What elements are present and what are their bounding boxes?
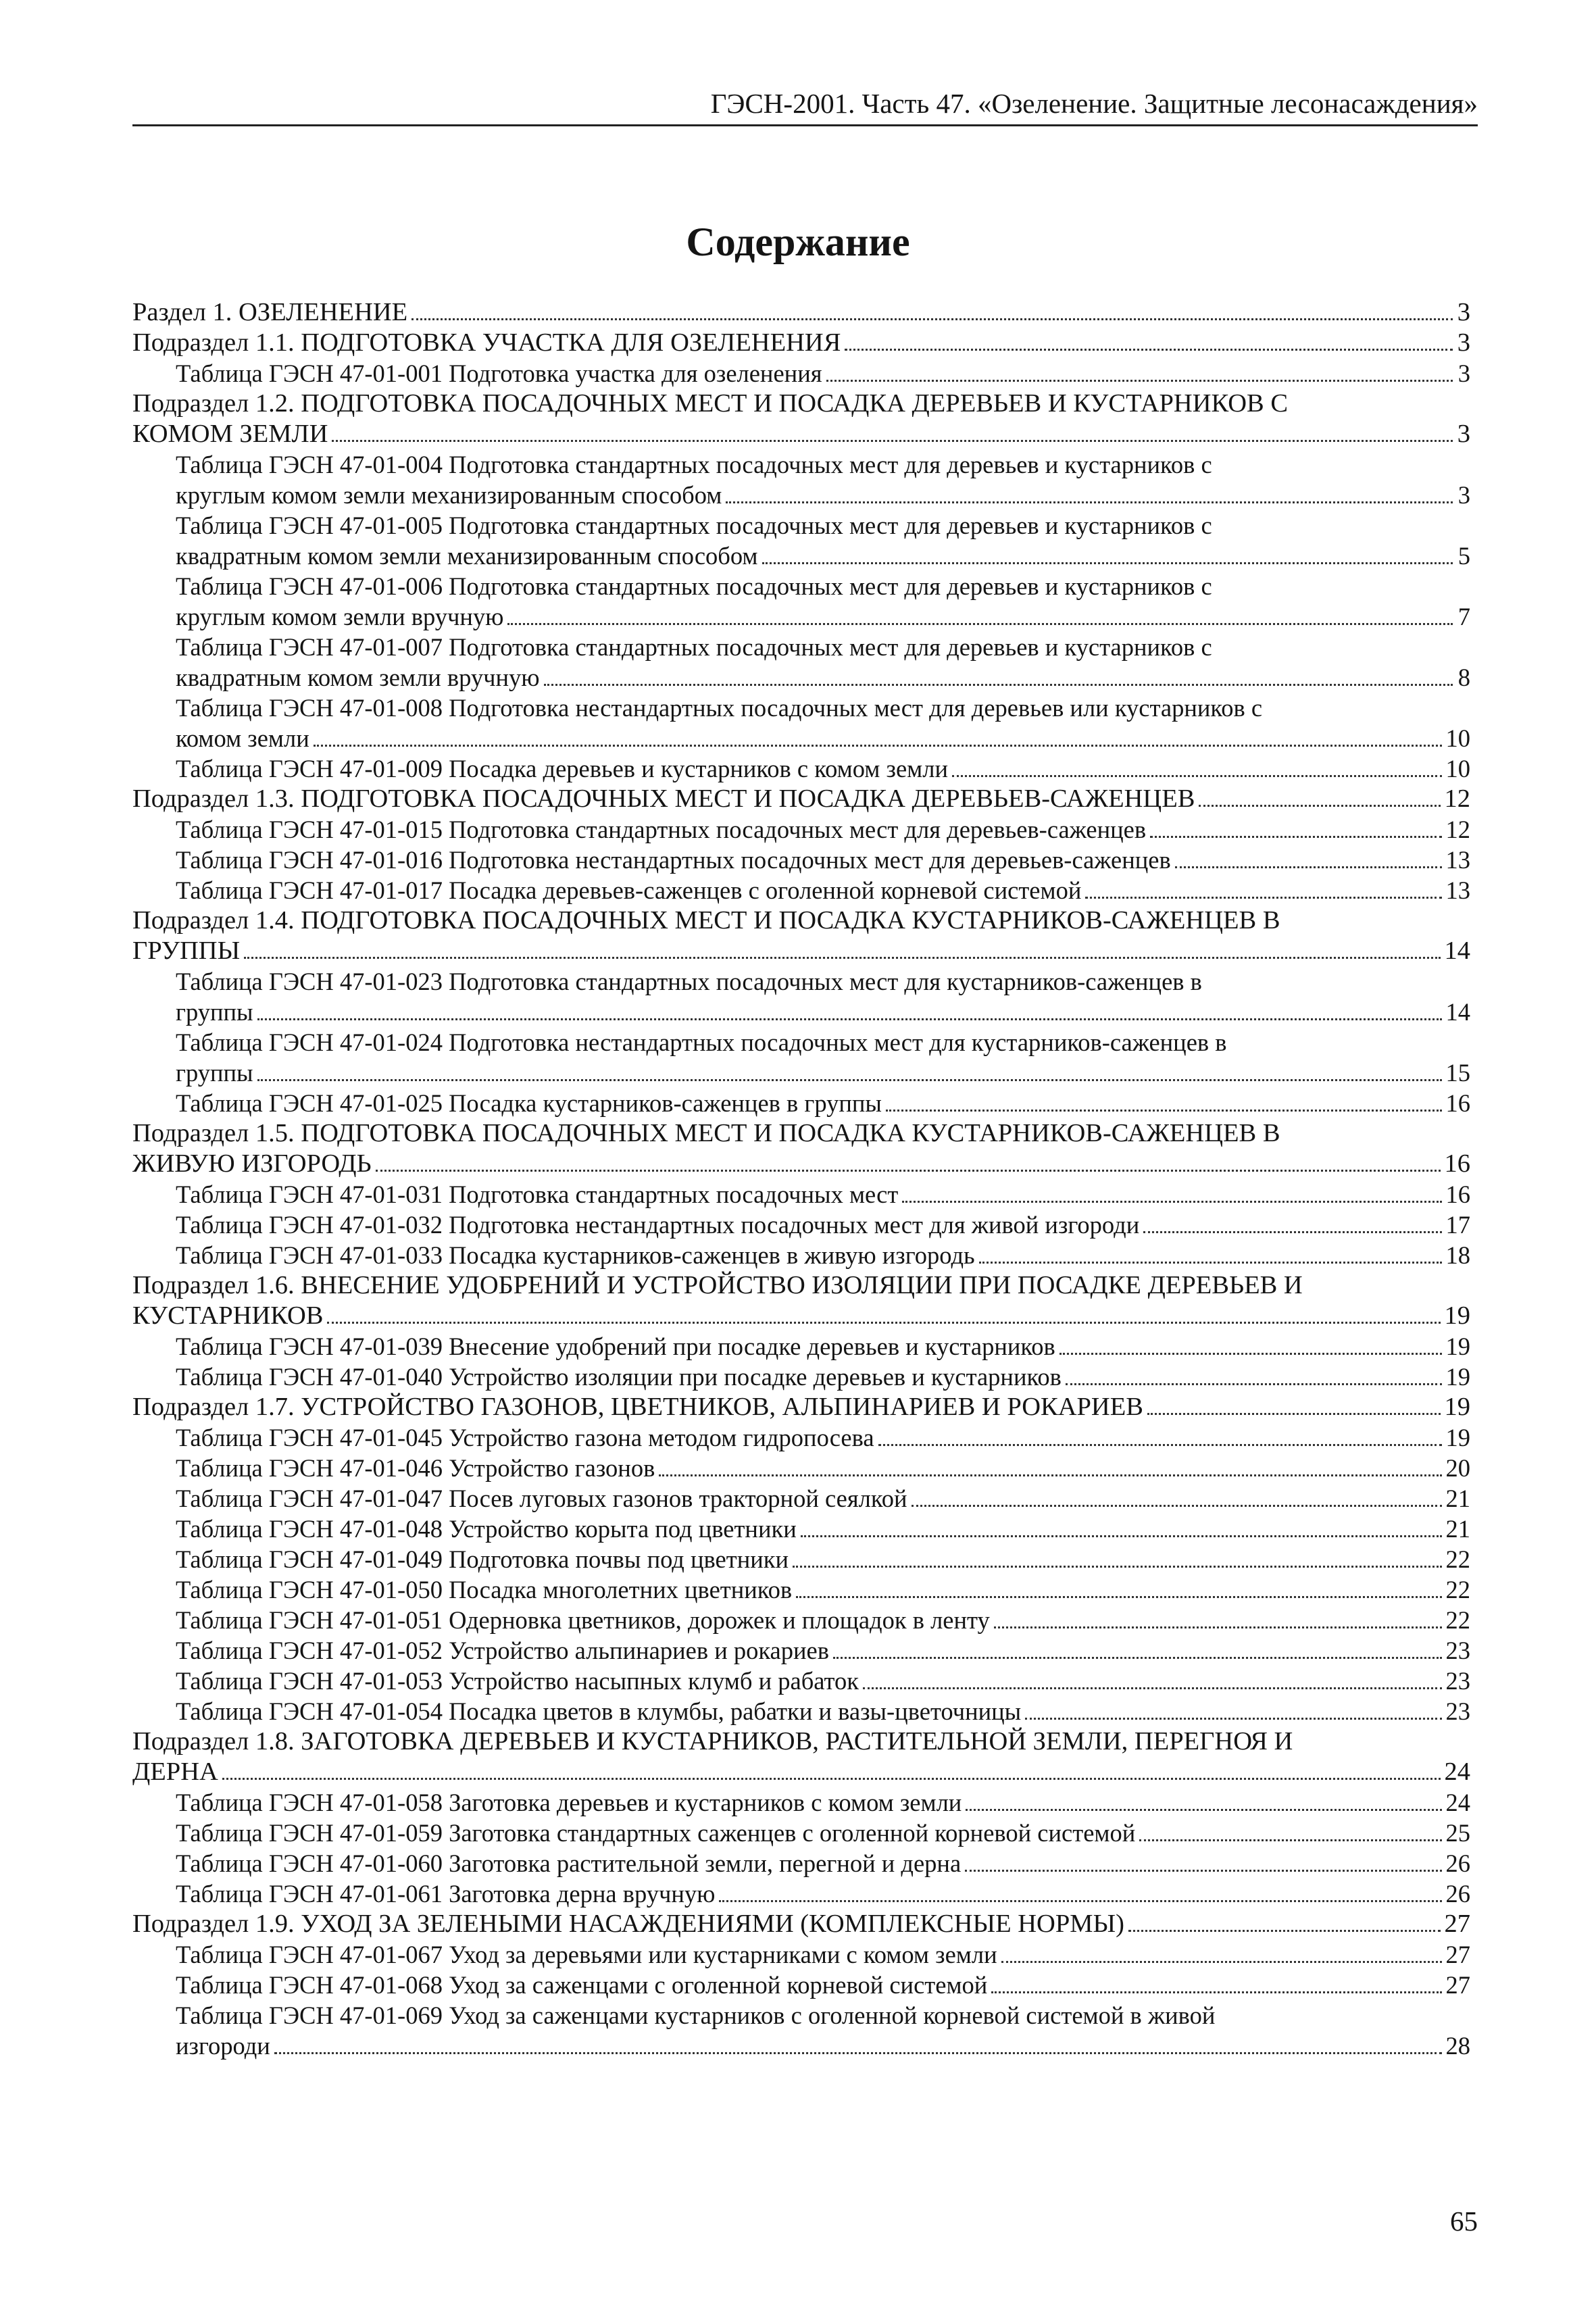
dot-leader <box>991 1991 1441 1993</box>
dot-leader <box>863 1687 1442 1689</box>
dot-leader <box>274 2052 1442 2054</box>
dot-leader <box>826 380 1453 382</box>
toc-page-number: 24 <box>1444 1758 1470 1786</box>
dot-leader <box>1025 1718 1441 1720</box>
toc-entry-text: круглым комом земли вручную <box>176 603 504 630</box>
dot-leader <box>878 1444 1442 1446</box>
toc-entry-table[interactable] <box>132 814 1470 845</box>
toc-entry-text: Таблица ГЭСН 47-01-050 Посадка многолетних цветников <box>176 1576 793 1603</box>
dot-leader <box>1128 1930 1441 1932</box>
toc-page-number: 23 <box>1445 1637 1470 1664</box>
toc-entry-text: Таблица ГЭСН 47-01-068 Уход за саженцами с оголенной корневой системой <box>176 1971 988 1999</box>
toc-entry-table[interactable] <box>132 1453 1470 1483</box>
toc-entry-text: квадратным комом земли механизированным способом <box>176 542 758 570</box>
toc-entry-table[interactable] <box>132 1635 1470 1666</box>
dot-leader <box>902 1201 1441 1203</box>
toc-page-number: 13 <box>1445 846 1470 874</box>
toc-entry-table[interactable] <box>132 845 1470 875</box>
toc-entry-table[interactable] <box>132 2000 1470 2061</box>
dot-leader <box>1085 897 1441 899</box>
dot-leader <box>796 1596 1441 1598</box>
dot-leader <box>314 745 1442 747</box>
toc-entry-text: Таблица ГЭСН 47-01-001 Подготовка участка для озеленения <box>176 359 822 387</box>
toc-page-number: 24 <box>1445 1789 1470 1816</box>
toc-page-number: 28 <box>1445 2032 1470 2060</box>
dot-leader <box>1150 836 1441 838</box>
toc-page-number: 16 <box>1444 1149 1470 1178</box>
dot-leader <box>544 684 1453 686</box>
toc-entry-table[interactable] <box>132 875 1470 905</box>
toc-entry-table[interactable] <box>132 1210 1470 1240</box>
toc-entry-table[interactable] <box>132 1696 1470 1726</box>
toc-page-number: 27 <box>1445 1941 1470 1968</box>
dot-leader <box>1066 1383 1442 1385</box>
toc-page-number: 8 <box>1457 664 1470 691</box>
toc-entry-table[interactable] <box>132 632 1470 693</box>
toc-entry-table[interactable] <box>132 1240 1470 1270</box>
toc-page-number: 22 <box>1445 1576 1470 1603</box>
toc-page-number: 16 <box>1445 1089 1470 1117</box>
toc-page-number: 27 <box>1444 1910 1470 1938</box>
toc-entry-text: ГРУППЫ <box>132 937 241 965</box>
dot-leader <box>719 1900 1441 1902</box>
toc-entry-text: Таблица ГЭСН 47-01-031 Подготовка стандартных посадочных мест <box>176 1180 899 1208</box>
dot-leader <box>979 1262 1442 1264</box>
toc-entry-text: Таблица ГЭСН 47-01-032 Подготовка нестандартных посадочных мест для живой изгороди <box>176 1211 1140 1239</box>
dot-leader <box>327 1322 1440 1324</box>
toc-page-number: 14 <box>1444 937 1470 965</box>
toc-entry-text: группы <box>176 998 253 1026</box>
toc-page-number: 19 <box>1445 1363 1470 1391</box>
toc-entry-text: Таблица ГЭСН 47-01-007 Подготовка стандартных посадочных мест для деревьев и кустарников с <box>176 633 1212 661</box>
table-of-contents <box>132 297 1470 2061</box>
toc-entry-section[interactable] <box>132 297 1470 328</box>
toc-entry-text: Таблица ГЭСН 47-01-008 Подготовка нестандартных посадочных мест для деревьев или кустарников с <box>176 694 1263 722</box>
toc-entry-table[interactable] <box>132 1179 1470 1210</box>
toc-entry-text: Таблица ГЭСН 47-01-045 Устройство газона методом гидропосева <box>176 1424 874 1451</box>
page-number: 65 <box>1450 2206 1478 2237</box>
toc-page-number: 23 <box>1445 1697 1470 1725</box>
toc-entry-table[interactable] <box>132 1027 1470 1088</box>
toc-entry-text: комом земли <box>176 724 309 752</box>
toc-entry-text: Таблица ГЭСН 47-01-009 Посадка деревьев и кустарников с комом земли <box>176 755 948 782</box>
toc-entry-table[interactable] <box>132 1605 1470 1635</box>
toc-page-number: 23 <box>1445 1667 1470 1695</box>
toc-page-number: 12 <box>1444 785 1470 813</box>
toc-entry-text: круглым комом земли механизированным способом <box>176 481 722 509</box>
toc-entry-text: Таблица ГЭСН 47-01-048 Устройство корыта под цветники <box>176 1515 797 1543</box>
dot-leader <box>1147 1413 1441 1415</box>
toc-entry-text: Подраздел 1.9. УХОД ЗА ЗЕЛЕНЫМИ НАСАЖДЕНИЯМИ (КОМПЛЕКСНЫЕ НОРМЫ) <box>132 1910 1124 1938</box>
toc-entry-table[interactable] <box>132 1514 1470 1544</box>
dot-leader <box>801 1535 1442 1537</box>
toc-entry-text: Таблица ГЭСН 47-01-016 Подготовка нестандартных посадочных мест для деревьев-саженцев <box>176 846 1171 874</box>
dot-leader <box>257 1079 1442 1081</box>
toc-entry-text: Таблица ГЭСН 47-01-046 Устройство газонов <box>176 1454 655 1482</box>
toc-page-number: 19 <box>1445 1333 1470 1360</box>
toc-page-number: 21 <box>1445 1515 1470 1543</box>
toc-entry-table[interactable] <box>132 693 1470 753</box>
toc-entry-text: Подраздел 1.3. ПОДГОТОВКА ПОСАДОЧНЫХ МЕСТ И ПОСАДКА ДЕРЕВЬЕВ-САЖЕНЦЕВ <box>132 785 1195 813</box>
toc-entry-table[interactable] <box>132 571 1470 632</box>
toc-page-number: 10 <box>1445 724 1470 752</box>
dot-leader <box>994 1626 1442 1628</box>
toc-page-number: 15 <box>1445 1059 1470 1087</box>
toc-entry-subsection[interactable] <box>132 328 1470 358</box>
toc-entry-table[interactable] <box>132 1483 1470 1514</box>
toc-entry-text: Таблица ГЭСН 47-01-059 Заготовка стандартных саженцев с оголенной корневой системой <box>176 1819 1136 1847</box>
toc-page-number: 3 <box>1457 420 1470 448</box>
toc-page-number: 5 <box>1457 542 1470 570</box>
toc-page-number: 26 <box>1445 1849 1470 1877</box>
toc-page-number: 19 <box>1445 1424 1470 1451</box>
dot-leader <box>376 1170 1441 1172</box>
dot-leader <box>507 623 1453 625</box>
toc-entry-table[interactable] <box>132 966 1470 1027</box>
toc-entry-text: Подраздел 1.7. УСТРОЙСТВО ГАЗОНОВ, ЦВЕТНИКОВ, АЛЬПИНАРИЕВ И РОКАРИЕВ <box>132 1393 1143 1421</box>
dot-leader <box>1059 1353 1442 1355</box>
toc-entry-text: Таблица ГЭСН 47-01-047 Посев луговых газонов тракторной сеялкой <box>176 1485 907 1512</box>
toc-page-number: 7 <box>1457 603 1470 630</box>
toc-entry-text: Таблица ГЭСН 47-01-067 Уход за деревьями или кустарниками с комом земли <box>176 1941 997 1968</box>
toc-entry-text: Таблица ГЭСН 47-01-052 Устройство альпинариев и рокариев <box>176 1637 829 1664</box>
dot-leader <box>912 1505 1442 1507</box>
toc-page-number: 3 <box>1457 359 1470 387</box>
toc-entry-text: Таблица ГЭСН 47-01-015 Подготовка стандартных посадочных мест для деревьев-саженцев <box>176 816 1147 843</box>
toc-entry-table[interactable] <box>132 358 1470 389</box>
dot-leader <box>1001 1961 1442 1963</box>
toc-page-number: 14 <box>1445 998 1470 1026</box>
dot-leader <box>332 440 1453 442</box>
toc-entry-table[interactable] <box>132 1544 1470 1574</box>
toc-entry-table[interactable] <box>132 1666 1470 1696</box>
dot-leader <box>793 1566 1441 1568</box>
dot-leader <box>833 1657 1442 1659</box>
toc-entry-text: КОМОМ ЗЕМЛИ <box>132 420 328 448</box>
toc-entry-text: Таблица ГЭСН 47-01-060 Заготовка растительной земли, перегной и дерна <box>176 1849 962 1877</box>
toc-entry-subsection[interactable] <box>132 784 1470 814</box>
toc-page-number: 22 <box>1445 1606 1470 1634</box>
dot-leader <box>412 318 1453 320</box>
toc-entry-table[interactable] <box>132 1574 1470 1605</box>
dot-leader <box>762 562 1453 564</box>
toc-entry-text: Таблица ГЭСН 47-01-049 Подготовка почвы под цветники <box>176 1545 789 1573</box>
toc-entry-text: Таблица ГЭСН 47-01-033 Посадка кустарников-саженцев в живую изгородь <box>176 1241 975 1269</box>
toc-entry-table[interactable] <box>132 1939 1470 1970</box>
toc-entry-text: группы <box>176 1059 253 1087</box>
toc-entry-table[interactable] <box>132 449 1470 510</box>
toc-entry-table[interactable] <box>132 1970 1470 2000</box>
dot-leader <box>257 1018 1442 1020</box>
toc-entry-text: Таблица ГЭСН 47-01-069 Уход за саженцами кустарников с оголенной корневой системой в живой <box>176 2001 1216 2029</box>
toc-page-number: 12 <box>1445 816 1470 843</box>
dot-leader <box>222 1778 1441 1780</box>
toc-entry-text: ДЕРНА <box>132 1758 218 1786</box>
toc-page-number: 25 <box>1445 1819 1470 1847</box>
toc-entry-text: Таблица ГЭСН 47-01-054 Посадка цветов в клумбы, рабатки и вазы-цветочницы <box>176 1697 1022 1725</box>
dot-leader <box>1139 1839 1441 1841</box>
toc-entry-text: ЖИВУЮ ИЗГОРОДЬ <box>132 1149 372 1178</box>
toc-entry-table[interactable] <box>132 1848 1470 1878</box>
toc-entry-subsection[interactable] <box>132 389 1470 449</box>
toc-entry-table[interactable] <box>132 1787 1470 1818</box>
dot-leader <box>845 349 1453 351</box>
toc-entry-table[interactable] <box>132 1422 1470 1453</box>
toc-entry-text: Таблица ГЭСН 47-01-058 Заготовка деревьев и кустарников с комом земли <box>176 1789 962 1816</box>
toc-entry-subsection[interactable] <box>132 1909 1470 1939</box>
dot-leader <box>1199 805 1440 807</box>
dot-leader <box>966 1809 1441 1811</box>
dot-leader <box>886 1110 1442 1112</box>
dot-leader <box>659 1474 1441 1476</box>
toc-page-number: 18 <box>1445 1241 1470 1269</box>
toc-page-number: 22 <box>1445 1545 1470 1573</box>
toc-entry-text: квадратным комом земли вручную <box>176 664 540 691</box>
toc-entry-table[interactable] <box>132 1818 1470 1848</box>
toc-entry-text: Подраздел 1.2. ПОДГОТОВКА ПОСАДОЧНЫХ МЕСТ И ПОСАДКА ДЕРЕВЬЕВ И КУСТАРНИКОВ С <box>132 389 1289 418</box>
toc-page-number: 21 <box>1445 1485 1470 1512</box>
toc-page-number: 26 <box>1445 1880 1470 1908</box>
toc-entry-text: изгороди <box>176 2032 270 2060</box>
toc-entry-text: Подраздел 1.5. ПОДГОТОВКА ПОСАДОЧНЫХ МЕСТ И ПОСАДКА КУСТАРНИКОВ-САЖЕНЦЕВ В <box>132 1119 1280 1147</box>
toc-entry-subsection[interactable] <box>132 1270 1470 1331</box>
toc-entry-text: КУСТАРНИКОВ <box>132 1301 324 1330</box>
running-header: ГЭСН-2001. Часть 47. «Озеленение. Защитные лесонасаждения» <box>710 88 1478 119</box>
toc-entry-text: Подраздел 1.1. ПОДГОТОВКА УЧАСТКА ДЛЯ ОЗЕЛЕНЕНИЯ <box>132 328 841 357</box>
toc-entry-table[interactable] <box>132 1362 1470 1392</box>
toc-entry-subsection[interactable] <box>132 1726 1470 1787</box>
toc-entry-table[interactable] <box>132 510 1470 571</box>
toc-entry-text: Подраздел 1.4. ПОДГОТОВКА ПОСАДОЧНЫХ МЕСТ И ПОСАДКА КУСТАРНИКОВ-САЖЕНЦЕВ В <box>132 906 1280 935</box>
toc-page-number: 13 <box>1445 876 1470 904</box>
toc-entry-table[interactable] <box>132 1088 1470 1118</box>
toc-entry-text: Раздел 1. ОЗЕЛЕНЕНИЕ <box>132 298 408 326</box>
toc-entry-text: Таблица ГЭСН 47-01-053 Устройство насыпных клумб и рабаток <box>176 1667 859 1695</box>
toc-entry-text: Таблица ГЭСН 47-01-005 Подготовка стандартных посадочных мест для деревьев и кустарников с <box>176 512 1212 539</box>
toc-page-number: 10 <box>1445 755 1470 782</box>
toc-page-number: 3 <box>1457 328 1470 357</box>
toc-page-number: 19 <box>1444 1301 1470 1330</box>
toc-entry-text: Таблица ГЭСН 47-01-051 Одерновка цветников, дорожек и площадок в ленту <box>176 1606 990 1634</box>
toc-entry-text: Таблица ГЭСН 47-01-023 Подготовка стандартных посадочных мест для кустарников-саженцев в <box>176 968 1202 995</box>
dot-leader <box>965 1870 1441 1872</box>
toc-page-number: 19 <box>1444 1393 1470 1421</box>
toc-entry-subsection[interactable] <box>132 1392 1470 1422</box>
toc-title: Содержание <box>686 220 910 264</box>
toc-entry-text: Таблица ГЭСН 47-01-061 Заготовка дерна вручную <box>176 1880 716 1908</box>
toc-entry-text: Таблица ГЭСН 47-01-039 Внесение удобрений при посадке деревьев и кустарников <box>176 1333 1055 1360</box>
toc-page-number: 16 <box>1445 1180 1470 1208</box>
toc-entry-text: Таблица ГЭСН 47-01-017 Посадка деревьев-саженцев с оголенной корневой системой <box>176 876 1082 904</box>
toc-entry-text: Таблица ГЭСН 47-01-040 Устройство изоляции при посадке деревьев и кустарников <box>176 1363 1062 1391</box>
dot-leader <box>1175 866 1442 868</box>
toc-page-number: 27 <box>1445 1971 1470 1999</box>
toc-entry-text: Таблица ГЭСН 47-01-006 Подготовка стандартных посадочных мест для деревьев и кустарников с <box>176 572 1212 600</box>
toc-entry-text: Таблица ГЭСН 47-01-025 Посадка кустарников-саженцев в группы <box>176 1089 882 1117</box>
toc-entry-text: Таблица ГЭСН 47-01-024 Подготовка нестандартных посадочных мест для кустарников-саженцев в <box>176 1028 1227 1056</box>
toc-entry-text: Подраздел 1.6. ВНЕСЕНИЕ УДОБРЕНИЙ И УСТРОЙСТВО ИЗОЛЯЦИИ ПРИ ПОСАДКЕ ДЕРЕВЬЕВ И <box>132 1271 1303 1299</box>
toc-page-number: 17 <box>1445 1211 1470 1239</box>
dot-leader <box>244 957 1440 959</box>
toc-page-number: 3 <box>1457 481 1470 509</box>
header-rule <box>132 124 1478 126</box>
toc-entry-text: Таблица ГЭСН 47-01-004 Подготовка стандартных посадочных мест для деревьев и кустарников с <box>176 451 1212 478</box>
toc-page-number: 20 <box>1445 1454 1470 1482</box>
toc-entry-subsection[interactable] <box>132 1118 1470 1179</box>
dot-leader <box>1143 1231 1441 1233</box>
toc-entry-table[interactable] <box>132 1331 1470 1362</box>
toc-entry-table[interactable] <box>132 753 1470 784</box>
dot-leader <box>952 775 1442 777</box>
toc-entry-text: Подраздел 1.8. ЗАГОТОВКА ДЕРЕВЬЕВ И КУСТАРНИКОВ, РАСТИТЕЛЬНОЙ ЗЕМЛИ, ПЕРЕГНОЯ И <box>132 1727 1293 1756</box>
dot-leader <box>726 501 1453 503</box>
toc-entry-table[interactable] <box>132 1878 1470 1909</box>
toc-entry-subsection[interactable] <box>132 905 1470 966</box>
toc-page-number: 3 <box>1457 298 1470 326</box>
